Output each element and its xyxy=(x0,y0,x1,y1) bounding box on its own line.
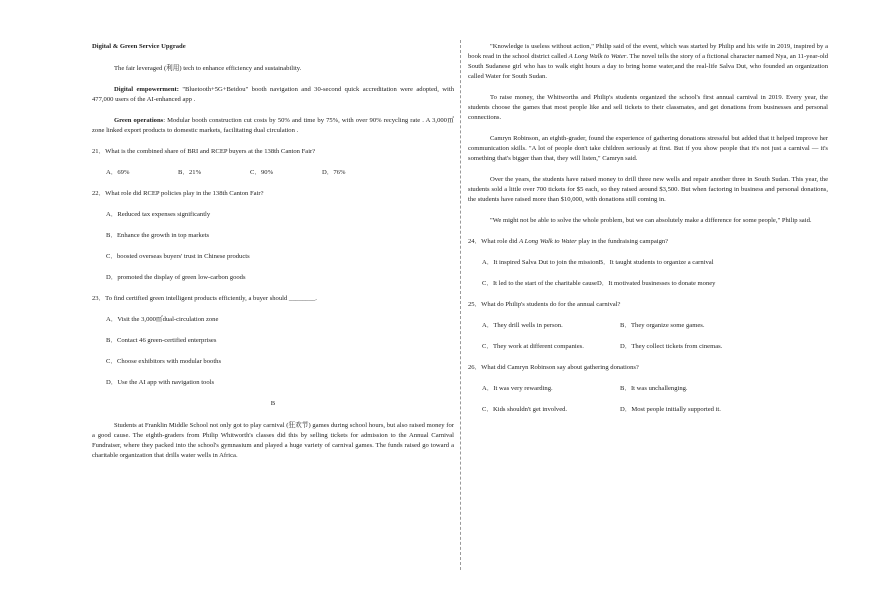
option-d: D．It motivated businesses to donate money xyxy=(596,280,716,287)
passage-paragraph-1 xyxy=(468,42,828,82)
digital-label: Digital empowerment: xyxy=(114,86,179,93)
question-26: 26．What did Camryn Robinson say about gathering donations? xyxy=(468,364,639,371)
green-label: Green operations xyxy=(114,117,164,124)
column-divider xyxy=(460,40,461,570)
question-26-options-row-2 xyxy=(468,405,828,415)
option-c: C．It led to the start of the charitable cause xyxy=(482,280,597,287)
question-24-options-row-1 xyxy=(468,258,828,268)
digital-text: "Bluetooth+5G+Beidou" booth navigation and 30-second quick accreditation were adopted, with 477,000 users of the AI-enhanced app . xyxy=(92,86,454,103)
option-b: B．It taught students to organize a carnival xyxy=(598,259,714,266)
question-text: play in the fundraising campaign? xyxy=(576,238,669,245)
paragraph-text: "Knowledge is useless without action," Philip said of the event, which was started by Philip and his wife in 2019, inspired by a book read in the school district called xyxy=(468,43,828,60)
option-b: B．They organize some games. xyxy=(620,322,705,329)
option-d: D．76% xyxy=(322,169,346,176)
option-a: A．69% xyxy=(106,169,130,176)
option-a: A．It was very rewarding. xyxy=(482,385,553,392)
option-a: A．Reduced tax expenses significantly xyxy=(106,211,211,218)
question-21: 21．What is the combined share of BRI and RCEP buyers at the 138th Canton Fair? xyxy=(92,148,316,155)
right-column xyxy=(468,42,828,426)
option-d: D．Use the AI app with navigation tools xyxy=(106,379,215,386)
option-d: D．promoted the display of green low-carbon goods xyxy=(106,274,246,281)
question-23: 23．To find certified green intelligent products efficiently, a buyer should ________. xyxy=(92,295,317,302)
book-title: A Long Walk to Water xyxy=(568,53,627,60)
digital-paragraph xyxy=(92,85,454,105)
option-b: B．It was unchallenging. xyxy=(620,385,688,392)
option-c: C．90% xyxy=(250,169,274,176)
passage-paragraph-5: "We might not be able to solve the whole problem, but we can absolutely make a difference for some people," Philip said. xyxy=(490,217,812,224)
paragraph-text: . The novel tells the story of a fictional character named Nya, an 11-year-old South Sudanese girl who has to walk eight hours a day to bring home water,and the real-life Salva Dut, who founded an organization called Water for South Sudan. xyxy=(468,53,828,80)
question-22: 22．What role did RCEP policies play in the 138th Canton Fair? xyxy=(92,190,264,197)
option-a: A．Visit the 3,000㎡dual-circulation zone xyxy=(106,316,219,323)
option-c: C．boosted overseas buyers' trust in Chinese products xyxy=(106,253,250,260)
option-d: D．Most people initially supported it. xyxy=(620,406,721,413)
green-paragraph xyxy=(92,116,454,136)
option-a: A．It inspired Salva Dut to join the mission xyxy=(482,259,599,266)
intro-paragraph: The fair leveraged (利用) tech to enhance efficiency and sustainability. xyxy=(114,65,302,72)
question-25-options-row-1 xyxy=(468,321,828,331)
option-c: C．Kids shouldn't get involved. xyxy=(482,406,568,413)
question-text: 24．What role did xyxy=(468,238,520,245)
question-21-options xyxy=(92,168,454,178)
passage-paragraph-4: Over the years, the students have raised money to drill three new wells and repair another three in South Sudan. This year, the students sold a little over 700 tickets for $5 each, so they raised around $3,500. But when factoring in business and personal donations, the students have raised more than $10,000, with donations still coming in. xyxy=(468,176,828,203)
option-c: C．Choose exhibitors with modular booths xyxy=(106,358,222,365)
passage-paragraph-3: Camryn Robinson, an eighth-grader, found the experience of gathering donations stressful but added that it helped improve her communication skills. "A lot of people don't take children seriously at first. But if you show people that it's not just a carnival — it's something that's bigger than that, they will listen," Camryn said. xyxy=(468,135,828,162)
option-b: B．21% xyxy=(178,169,202,176)
passage-paragraph-2: To raise money, the Whitworths and Philip's students organized the school's first annual carnival in 2019. Every year, the students choose the games that most people like and sell tickets to their classmates, and get donations from businesses and personal connections. xyxy=(468,94,828,121)
question-25-options-row-2 xyxy=(468,342,828,352)
option-c: C．They work at different companies. xyxy=(482,343,584,350)
option-b: B．Enhance the growth in top markets xyxy=(106,232,210,239)
option-a: A．They drill wells in person. xyxy=(482,322,563,329)
question-26-options-row-1 xyxy=(468,384,828,394)
option-b: B．Contact 46 green-certified enterprises xyxy=(106,337,217,344)
section-heading: Digital & Green Service Upgrade xyxy=(92,43,186,50)
passage-b-paragraph: Students at Franklin Middle School not only got to play carnival (狂欢节) games during school hours, but also raised money for a good cause. The eighth-graders from Philip Whitworth's classes did this by selling tickets for admission to the Annual Carnival Fundraiser, where they packed into the school's gymnasium and played a huge variety of carnival games. The funds raised go toward a charitable organization that drills water wells in Africa. xyxy=(92,422,454,459)
question-25: 25．What do Philip's students do for the annual carnival? xyxy=(468,301,621,308)
question-24 xyxy=(468,237,828,247)
option-d: D．They collect tickets from cinemas. xyxy=(620,343,723,350)
question-24-options-row-2 xyxy=(468,279,828,289)
green-text: : Modular booth construction cut costs by 50% and time by 75%, with over 90% recycling rate . A 3,000㎡ zone linked export products to domestic markets, facilitating dual circulation . xyxy=(92,117,454,134)
book-title: A Long Walk to Water xyxy=(519,238,577,245)
section-b-label: B xyxy=(270,400,276,407)
left-column xyxy=(92,42,454,461)
